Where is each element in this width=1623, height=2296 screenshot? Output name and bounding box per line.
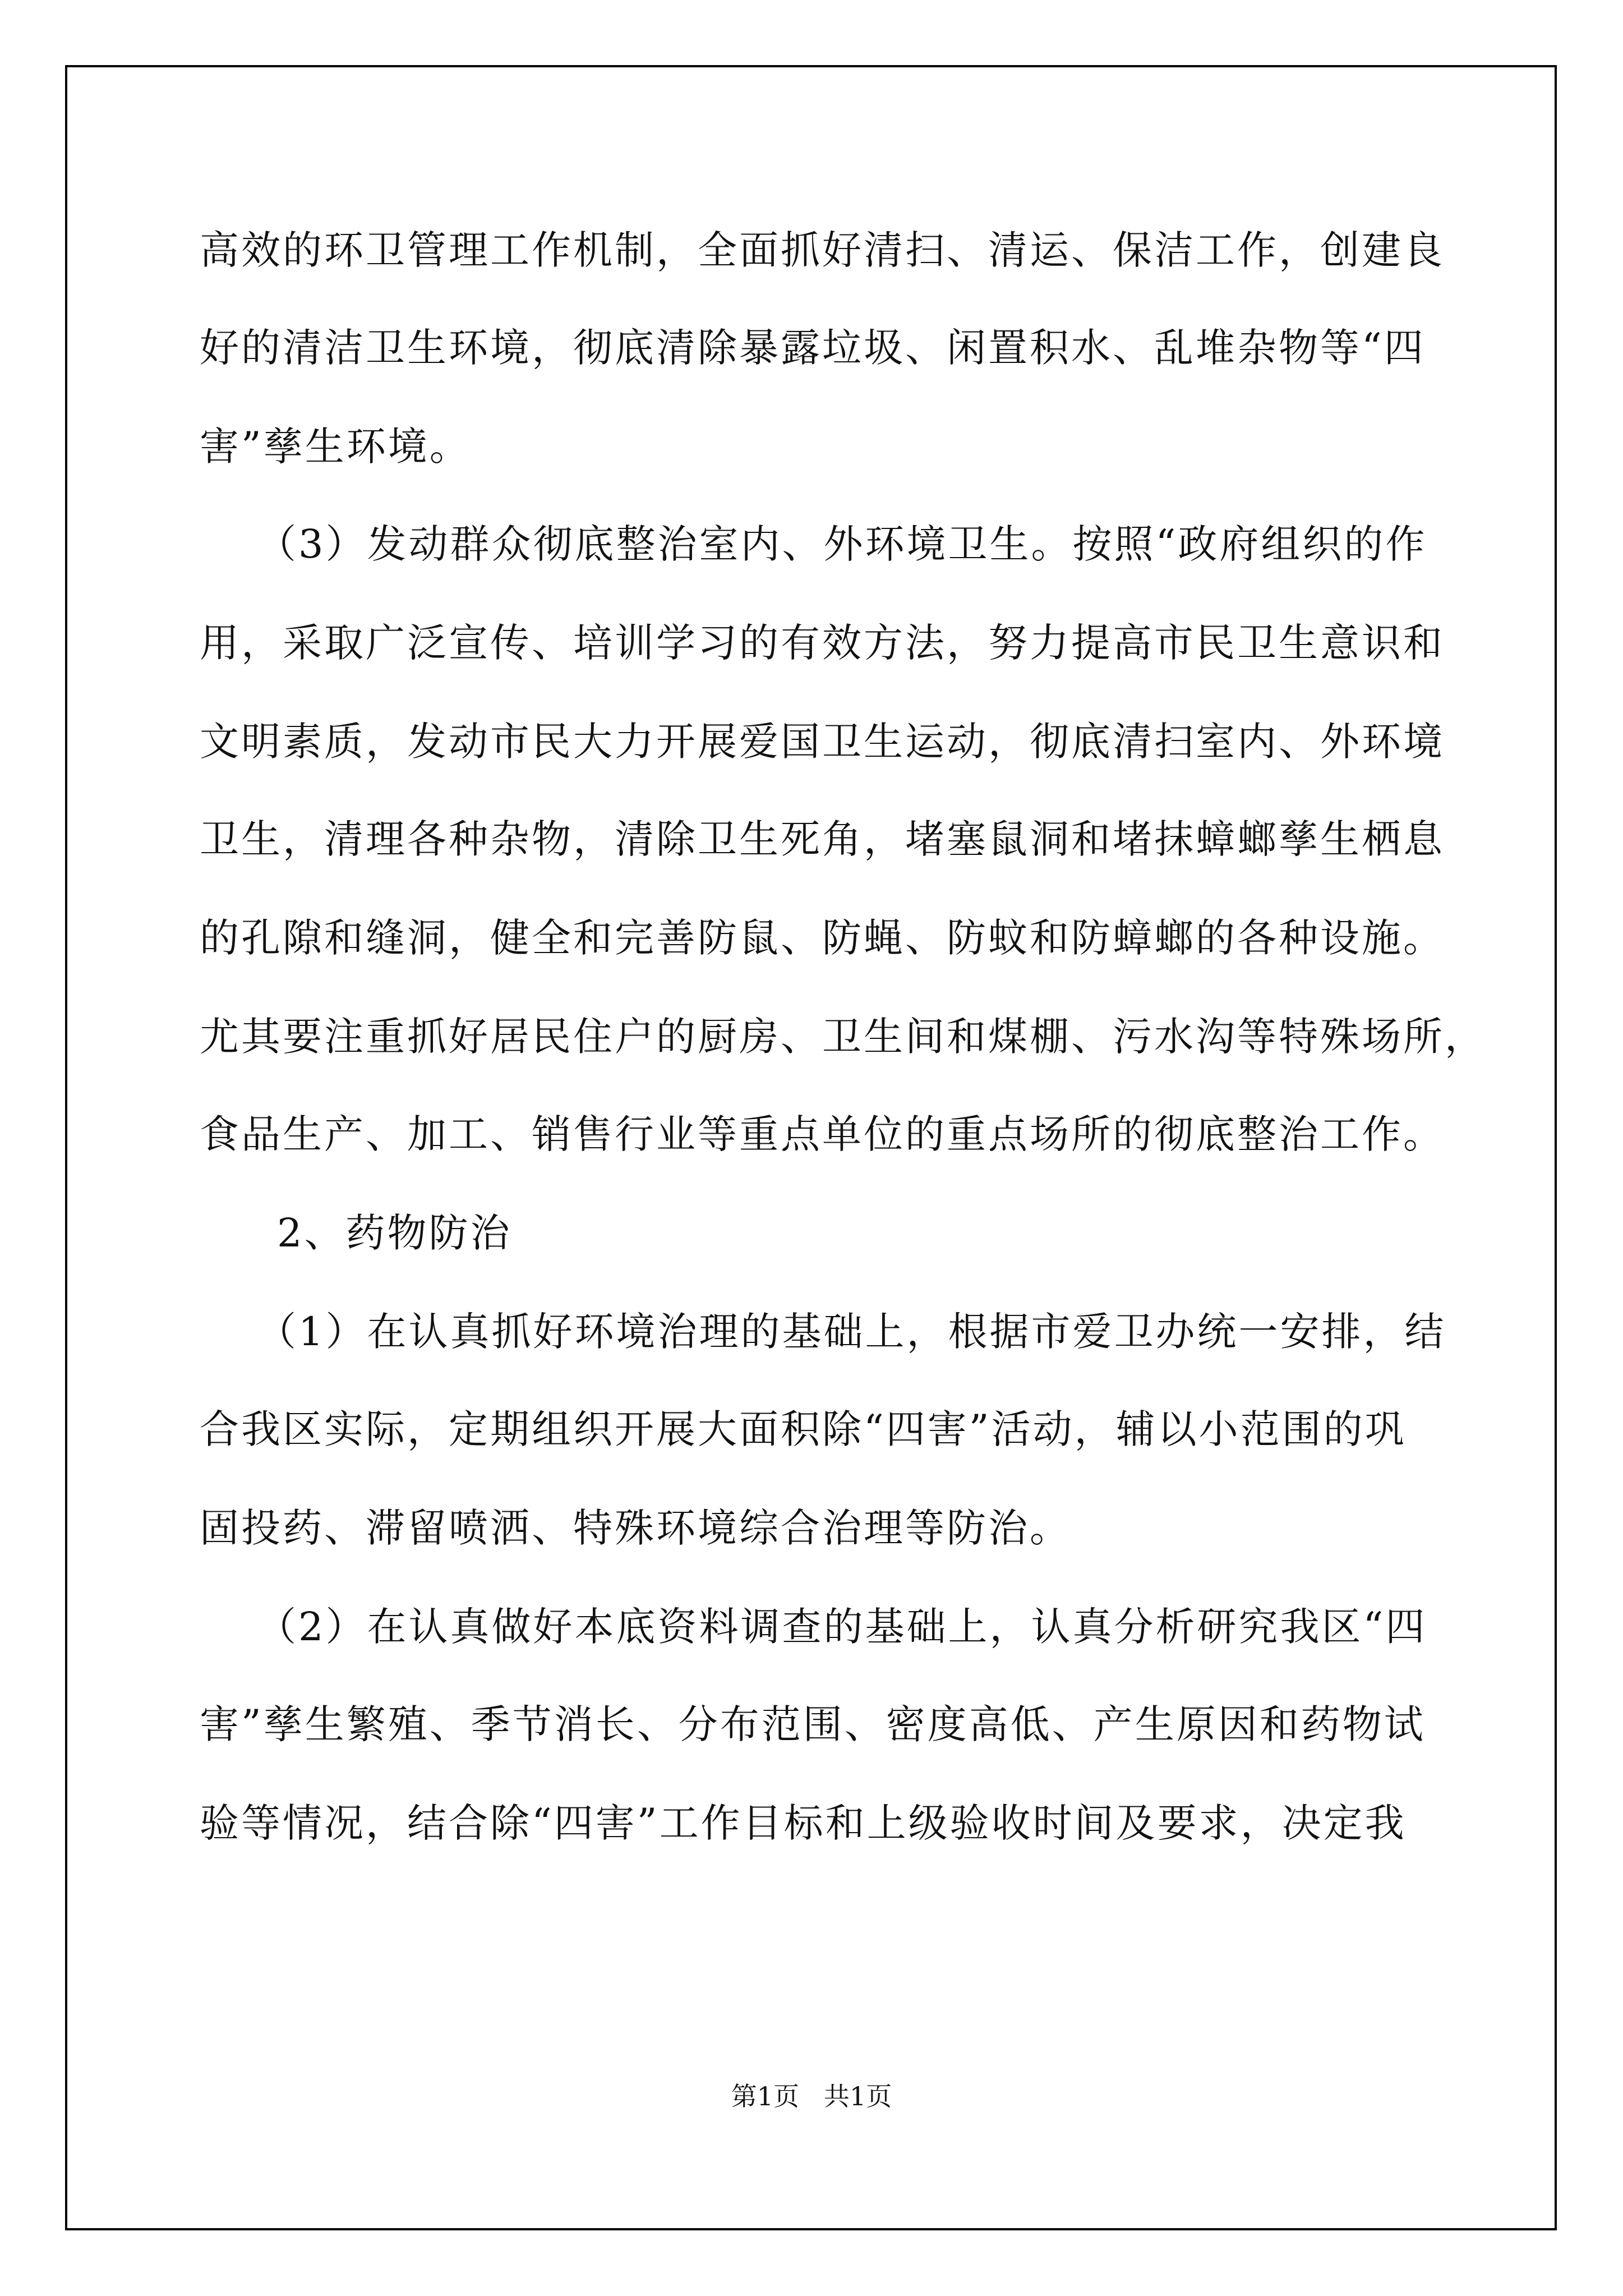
text-line: 害”孳生繁殖、季节消长、分布范围、密度高低、产生原因和药物试 (200, 1701, 1426, 1747)
text-line: 固投药、滞留喷洒、特殊环境综合治理等防治。 (200, 1505, 1071, 1551)
text-line: （2）在认真做好本底资料调查的基础上，认真分析研究我区“四 (257, 1604, 1427, 1650)
text-line: 的孔隙和缝洞，健全和完善防鼠、防蝇、防蚊和防蟑螂的各种设施。 (200, 915, 1445, 961)
text-line: 高效的环卫管理工作机制，全面抓好清扫、清运、保洁工作，创建良 (200, 227, 1445, 273)
text-line: 合我区实际，定期组织开展大面积除“四害”活动，辅以小范围的巩 (200, 1406, 1407, 1452)
page-number-footer: 第1页 共1页 (731, 2081, 892, 2111)
text-line: 验等情况，结合除“四害”工作目标和上级验收时间及要求，决定我 (200, 1800, 1407, 1846)
text-line: （3）发动群众彻底整治室内、外环境卫生。按照“政府组织的作 (257, 521, 1427, 567)
text-line: 尤其要注重抓好居民住户的厨房、卫生间和煤棚、污水沟等特殊场所， (200, 1014, 1486, 1060)
text-line: 害”孳生环境。 (200, 424, 471, 470)
text-line: 卫生，清理各种杂物，清除卫生死角，堵塞鼠洞和堵抹蟑螂孳生栖息 (200, 816, 1445, 862)
text-line: 食品生产、加工、销售行业等重点单位的重点场所的彻底整治工作。 (200, 1111, 1445, 1157)
section-heading: 2、药物防治 (277, 1210, 512, 1256)
text-line: 好的清洁卫生环境，彻底清除暴露垃圾、闲置积水、乱堆杂物等“四 (200, 325, 1426, 371)
text-line: （1）在认真抓好环境治理的基础上，根据市爱卫办统一安排，结 (257, 1309, 1446, 1355)
text-line: 文明素质，发动市民大力开展爱国卫生运动，彻底清扫室内、外环境 (200, 719, 1445, 765)
text-line: 用，采取广泛宣传、培训学习的有效方法，努力提高市民卫生意识和 (200, 620, 1445, 666)
